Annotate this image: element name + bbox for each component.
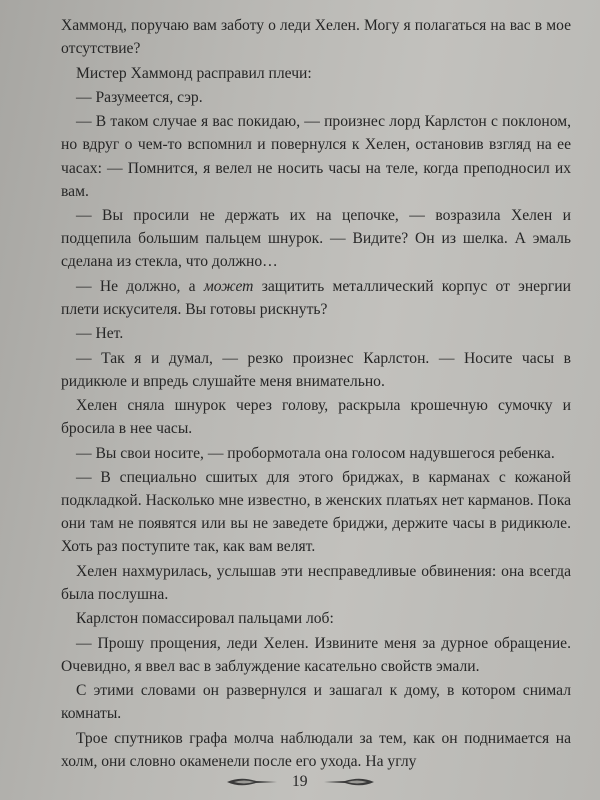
paragraph: — В специально сшитых для этого бриджах, в карманах с кожаной подкладкой. Насколько мне известно, в женских платьях нет карманов. Пока они там не появятся или вы не заведете бриджи, держите часы в ридикюле. Хоть раз поступите так, как вам велят. bbox=[61, 468, 571, 556]
page-text bbox=[61, 14, 571, 774]
paragraph bbox=[61, 275, 571, 321]
paragraph: С этими словами он развернулся и зашагал к дому, в котором снимал комнаты. bbox=[61, 682, 571, 723]
paragraph: — Так я и думал, — резко произнес Карлстон. — Носите часы в ридикюле и впредь слушайте меня внимательно. bbox=[61, 349, 571, 390]
text-run: — Не должно, а bbox=[76, 277, 204, 295]
text-run: защитить металлический корпус от энергии плети искусителя. Вы готовы рискнуть? bbox=[61, 277, 571, 318]
paragraph: Хелен сняла шнурок через голову, раскрыла крошечную сумочку и бросила в нее часы. bbox=[61, 397, 571, 438]
page-number: 19 bbox=[292, 773, 308, 790]
paragraph: — Вы свои носите, — пробормотала она голосом надувшегося ребенка. bbox=[76, 444, 555, 462]
flourish-left-icon bbox=[226, 774, 278, 790]
paragraph: Хелен нахмурилась, услышав эти несправедливые обвинения: она всегда была послушна. bbox=[61, 562, 571, 603]
page-footer bbox=[0, 770, 600, 796]
paragraph: — Прошу прощения, леди Хелен. Извините меня за дурное обращение. Очевидно, я ввел вас в заблуждение касательно свойств эмали. bbox=[61, 634, 571, 675]
paragraph: Хаммонд, поручаю вам заботу о леди Хелен. Могу я полагаться на вас в мое отсутствие? bbox=[61, 17, 571, 58]
paragraph: — В таком случае я вас покидаю, — произнес лорд Карлстон с поклоном, но вдруг о чем-то вспомнил и повернулся к Хелен, остановив взгляд на ее часах: — Помнится, я велел не носить часы на теле, когда преподносил их вам. bbox=[61, 113, 571, 200]
paragraph: — Разумеется, сэр. bbox=[76, 88, 203, 106]
paragraph: Трое спутников графа молча наблюдали за тем, как он поднимается на холм, они словно окаменели после его ухода. На углу bbox=[61, 729, 571, 770]
paragraph: — Вы просили не держать их на цепочке, — возразила Хелен и подцепила большим пальцем шнурок. — Видите? Он из шелка. А эмаль сделана из стекла, что должно… bbox=[61, 207, 571, 271]
paragraph: Карлстон помассировал пальцами лоб: bbox=[76, 610, 334, 628]
italic-emphasis: может bbox=[203, 277, 254, 295]
flourish-right-icon bbox=[323, 774, 375, 790]
paragraph: — Нет. bbox=[76, 325, 124, 343]
paragraph: Мистер Хаммонд расправил плечи: bbox=[76, 64, 312, 82]
